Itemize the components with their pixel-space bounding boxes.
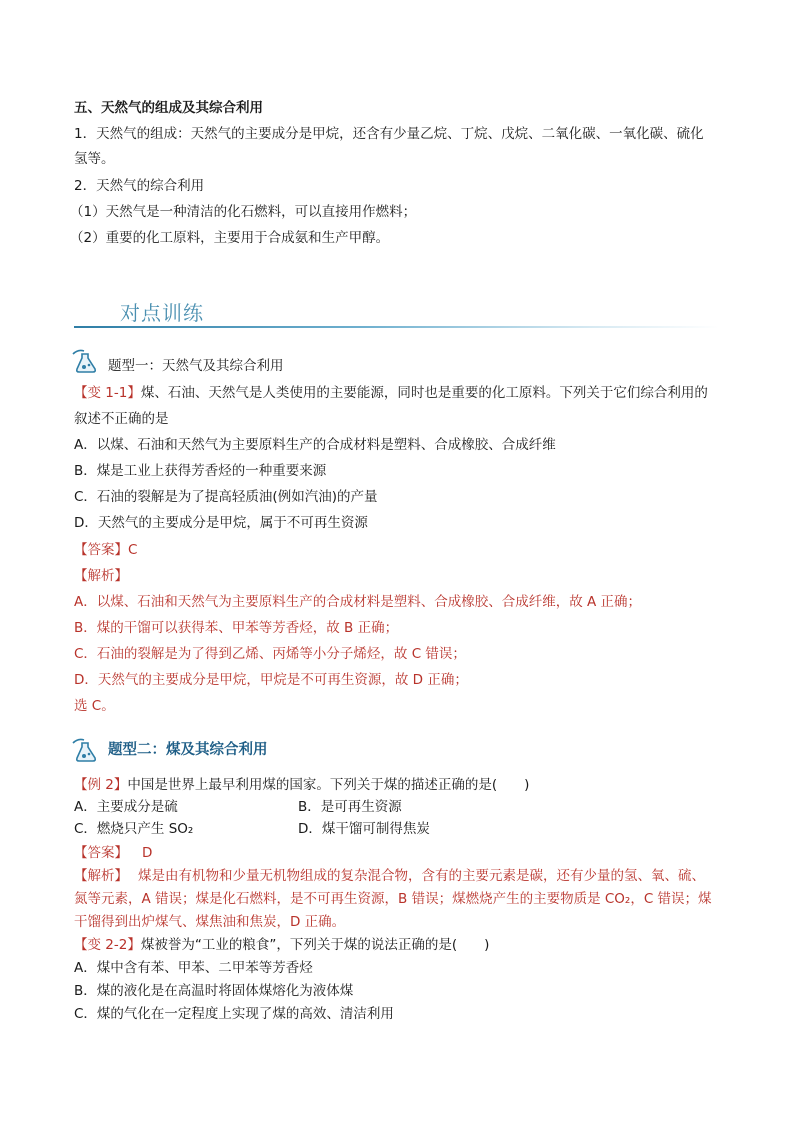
variant-option-c: C．煤的气化在一定程度上实现了煤的高效、清洁利用 [74, 1006, 394, 1022]
answer-value: C [128, 542, 138, 558]
answer-tag: 【答案】 [74, 845, 128, 861]
example-text: 中国是世界上最早利用煤的国家。下列关于煤的描述正确的是( ) [127, 777, 530, 793]
analysis-line2: 氮等元素，A 错误；煤是化石燃料，是不可再生资源，B 错误；煤燃烧产生的主要物质是 CO₂，C 错误；煤 [74, 891, 712, 907]
analysis-conclusion: 选 C。 [74, 698, 115, 714]
training-divider [74, 326, 719, 328]
answer-line [74, 540, 137, 560]
variant-option-a: A．煤中含有苯、甲苯、二甲苯等芳香烃 [74, 960, 313, 976]
variant-tag: 【变 2-2】 [74, 937, 141, 953]
example-question [74, 775, 529, 795]
analysis-tag: 【解析】 [74, 868, 128, 884]
type1-heading: 题型一：天然气及其综合利用 [108, 358, 284, 374]
section-heading: 五、天然气的组成及其综合利用 [74, 100, 263, 116]
analysis-line1 [74, 866, 705, 886]
example-tag: 【例 2】 [74, 777, 128, 793]
option-c: C．燃烧只产生 SO₂ [74, 821, 194, 837]
training-title: 对点训练 [120, 301, 204, 325]
option-a: A．主要成分是硫 [74, 799, 178, 815]
question-tag: 【变 1-1】 [74, 385, 141, 401]
option-b: B．煤是工业上获得芳香烃的一种重要来源 [74, 463, 327, 479]
use-item-1: （1）天然气是一种清洁的化石燃料，可以直接用作燃料； [70, 204, 417, 220]
option-d: D．煤干馏可制得焦炭 [298, 821, 430, 837]
type1-question-cont: 叙述不正确的是 [74, 411, 169, 427]
option-c: C．石油的裂解是为了提高轻质油(例如汽油)的产量 [74, 489, 378, 505]
analysis-b: B．煤的干馏可以获得苯、甲苯等芳香烃，故 B 正确； [74, 620, 399, 636]
flask-icon [70, 737, 100, 763]
paragraph-composition: 1．天然气的组成：天然气的主要成分是甲烷，还含有少量乙烷、丁烷、戊烷、二氧化碳、一氧化碳、硫化 [74, 126, 704, 142]
analysis-a: A．以煤、石油和天然气为主要原料生产的合成材料是塑料、合成橡胶、合成纤维，故 A 正确； [74, 594, 642, 610]
variant-question [74, 935, 489, 955]
example-options-row1 [74, 797, 178, 817]
type2-heading: 题型二：煤及其综合利用 [108, 742, 268, 758]
flask-icon [70, 348, 100, 374]
analysis-c: C．石油的裂解是为了得到乙烯、丙烯等小分子烯烃，故 C 错误； [74, 646, 466, 662]
option-b: B．是可再生资源 [298, 799, 402, 815]
type1-question [74, 383, 708, 403]
question-text: 煤、石油、天然气是人类使用的主要能源，同时也是重要的化工原料。下列关于它们综合利用的 [140, 385, 708, 401]
variant-text: 煤被誉为“工业的粮食”，下列关于煤的说法正确的是( ) [140, 937, 490, 953]
option-d: D．天然气的主要成分是甲烷，属于不可再生资源 [74, 515, 368, 531]
answer-value: D [142, 845, 153, 861]
use-item-2: （2）重要的化工原料，主要用于合成氨和生产甲醇。 [70, 230, 390, 246]
paragraph-composition-cont: 氢等。 [74, 151, 115, 167]
answer-tag: 【答案】 [74, 542, 128, 558]
variant-option-b: B．煤的液化是在高温时将固体煤熔化为液体煤 [74, 983, 354, 999]
answer-line [74, 843, 152, 863]
analysis-line3: 干馏得到出炉煤气、煤焦油和焦炭，D 正确。 [74, 914, 346, 930]
analysis-tag: 【解析】 [74, 568, 128, 584]
analysis-d: D．天然气的主要成分是甲烷，甲烷是不可再生资源，故 D 正确； [74, 672, 468, 688]
analysis-text: 煤是由有机物和少量无机物组成的复杂混合物，含有的主要元素是碳，还有少量的氢、氧、硫、 [138, 868, 705, 884]
paragraph-uses: 2．天然气的综合利用 [74, 178, 205, 194]
option-a: A．以煤、石油和天然气为主要原料生产的合成材料是塑料、合成橡胶、合成纤维 [74, 437, 556, 453]
